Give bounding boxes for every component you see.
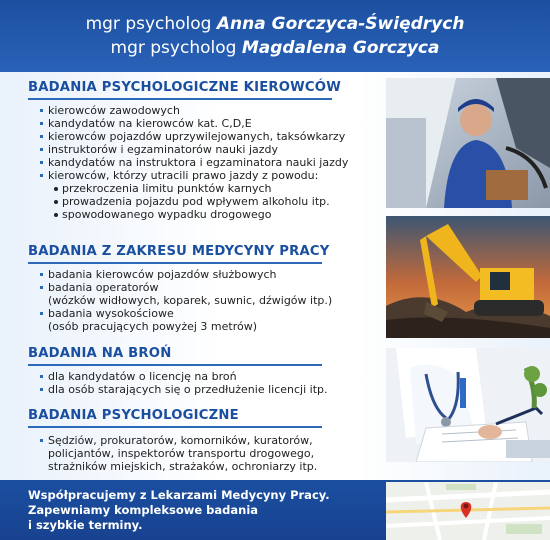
doctor-photo: [386, 348, 550, 462]
list-item: policjantów, inspektorów transportu drogowego,: [48, 447, 315, 460]
section-title-occupational: BADANIA Z ZAKRESU MEDYCYNY PRACY: [28, 244, 330, 259]
section-list-occupational: [40, 268, 332, 333]
list-item: badania kierowców pojazdów służbowych: [40, 268, 332, 281]
list-item: Sędziów, prokuratorów, komorników, kuratorów,: [40, 434, 317, 447]
list-item: kandydatów na instruktora i egzaminatora nauki jazdy: [40, 156, 348, 169]
section-title-drivers: BADANIA PSYCHOLOGICZNE KIEROWCÓW: [28, 80, 341, 95]
section-title-firearms: BADANIA NA BROŃ: [28, 346, 172, 361]
header-line-2: [0, 36, 550, 60]
title-prefix: mgr psycholog: [85, 14, 217, 34]
list-item: kandydatów na kierowców kat. C,D,E: [40, 117, 348, 130]
psychologist-name-1: Anna Gorczyca-Świędrych: [216, 14, 465, 34]
psychologist-name-2: Magdalena Gorczyca: [241, 38, 440, 58]
list-item: instruktorów i egzaminatorów nauki jazdy: [40, 143, 348, 156]
section-underline: [28, 98, 332, 100]
section-underline: [28, 426, 322, 428]
section-list-psychological: [40, 434, 317, 473]
list-item: badania operatorów: [40, 281, 332, 294]
location-map[interactable]: [386, 482, 550, 540]
content-area: [0, 72, 550, 480]
section-list-firearms: [40, 370, 328, 396]
excavator-photo: [386, 216, 550, 338]
title-prefix: mgr psycholog: [110, 38, 242, 58]
header-line-1: [0, 12, 550, 36]
header-banner: [0, 0, 550, 72]
list-item: (osób pracujących powyżej 3 metrów): [48, 320, 257, 333]
list-item: spowodowanego wypadku drogowego: [40, 208, 348, 221]
section-underline: [28, 364, 322, 366]
list-item: dla kandydatów o licencję na broń: [40, 370, 328, 383]
list-item: badania wysokościowe: [40, 307, 332, 320]
list-item: kierowców zawodowych: [40, 104, 348, 117]
footer-line-3: i szybkie terminy.: [28, 518, 143, 532]
footer-line-2: Zapewniamy kompleksowe badania: [28, 503, 259, 517]
list-item: kierowców, którzy utracili prawo jazdy z powodu:: [40, 169, 348, 182]
section-underline: [28, 262, 322, 264]
list-item: strażników miejskich, strażaków, ochroniarzy itp.: [48, 460, 318, 473]
section-title-psychological: BADANIA PSYCHOLOGICZNE: [28, 408, 239, 423]
list-item: (wózków widłowych, koparek, suwnic, dźwigów itp.): [48, 294, 333, 307]
driver-photo: [386, 78, 550, 208]
list-item: przekroczenia limitu punktów karnych: [40, 182, 348, 195]
list-item: prowadzenia pojazdu pod wpływem alkoholu itp.: [40, 195, 348, 208]
section-list-drivers: [40, 104, 348, 221]
list-item: dla osób starających się o przedłużenie licencji itp.: [40, 383, 328, 396]
list-item: kierowców pojazdów uprzywilejowanych, taksówkarzy: [40, 130, 348, 143]
footer-text: [28, 488, 330, 533]
footer-line-1: Współpracujemy z Lekarzami Medycyny Pracy.: [28, 488, 330, 502]
